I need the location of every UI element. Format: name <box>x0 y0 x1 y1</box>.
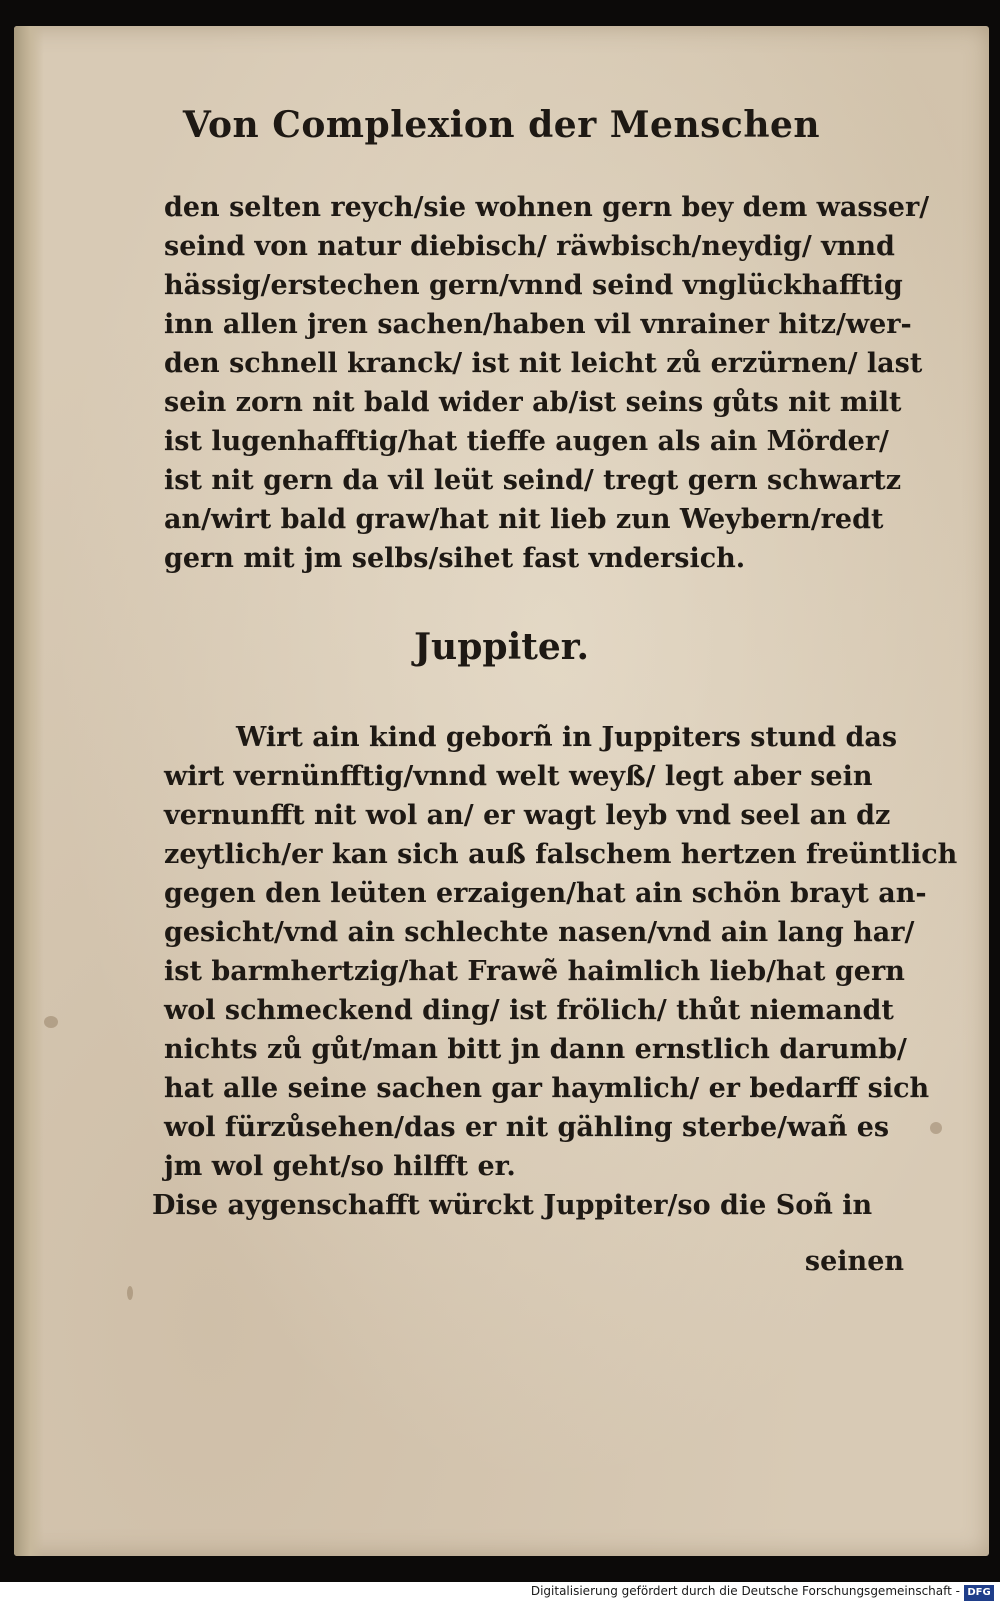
text-line: ist nit gern da vil leüt seind/ tregt gern schwartz <box>164 465 902 496</box>
text-line: sein zorn nit bald wider ab/ist seins gůts nit milt <box>164 387 902 418</box>
paragraph-juppiter <box>152 718 958 1225</box>
text-line: gesicht/vnd ain schlechte nasen/vnd ain lang har/ <box>164 917 915 948</box>
text-line: den selten reych/sie wohnen gern bey dem wasser/ <box>164 192 930 223</box>
text-line: hat alle seine sachen gar haymlich/ er bedarff sich <box>164 1073 930 1104</box>
section-heading: Juppiter. <box>414 626 589 668</box>
text-line: den schnell kranck/ ist nit leicht zů erzürnen/ last <box>164 348 923 379</box>
text-line: an/wirt bald graw/hat nit lieb zun Weybern/redt <box>164 504 884 535</box>
text-line: wirt vernünfftig/vnnd welt weyß/ legt aber sein <box>164 761 873 792</box>
text-line: gern mit jm selbs/sihet fast vndersich. <box>164 543 746 574</box>
footer-bar <box>0 1582 1000 1606</box>
text-line: ist lugenhafftig/hat tieffe augen als ain Mörder/ <box>164 426 889 457</box>
catchword: seinen <box>804 1246 904 1277</box>
text-line: hässig/erstechen gern/vnnd seind vnglückhafftig <box>164 270 903 301</box>
text-line: nichts zů gůt/man bitt jn dann ernstlich darumb/ <box>164 1034 907 1065</box>
text-line: zeytlich/er kan sich auß falschem hertzen freüntlich <box>164 839 958 870</box>
text-line: vernunfft nit wol an/ er wagt leyb vnd seel an dz <box>164 800 891 831</box>
funding-credit: Digitalisierung gefördert durch die Deutsche Forschungsgemeinschaft - <box>530 1584 960 1598</box>
text-line: inn allen jren sachen/haben vil vnrainer hitz/wer- <box>164 309 912 340</box>
text-line: Dise aygenschafft würckt Juppiter/so die Soñ in <box>152 1190 873 1221</box>
text-line: wol fürzůsehen/das er nit gähling sterbe/wañ es <box>164 1112 890 1143</box>
paper-stain <box>930 1122 942 1134</box>
paragraph-continuation <box>164 188 930 578</box>
text-line: seind von natur diebisch/ räwbisch/neydig/ vnnd <box>164 231 895 262</box>
text-line: ist barmhertzig/hat Frawẽ haimlich lieb/hat gern <box>164 956 905 987</box>
book-page <box>14 26 989 1556</box>
page-gutter <box>14 26 44 1556</box>
text-line: wol schmeckend ding/ ist frölich/ thůt niemandt <box>164 995 894 1026</box>
text-line: Wirt ain kind geborñ in Juppiters stund das <box>236 722 898 753</box>
dfg-logo: DFG <box>964 1585 994 1601</box>
paper-stain <box>44 1016 58 1028</box>
text-line: jm wol geht/so hilfft er. <box>164 1151 516 1182</box>
text-line: gegen den leüten erzaigen/hat ain schön brayt an- <box>164 878 927 909</box>
paper-stain <box>127 1286 133 1300</box>
running-header: Von Complexion der Menschen <box>182 104 821 146</box>
